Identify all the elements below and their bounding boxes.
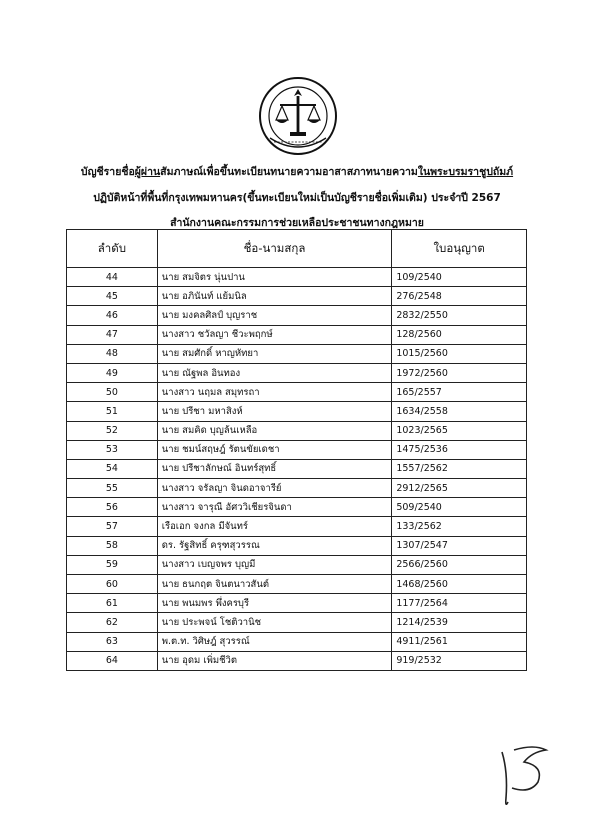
row-order-cell: 50 (67, 383, 158, 402)
table-row (67, 440, 527, 459)
document-title (0, 163, 594, 180)
row-name-cell: นางสาว จารุณี อัศววิเชียรจินดา (157, 498, 392, 517)
lawyers-council-seal-logo (258, 76, 338, 156)
row-order-cell: 44 (67, 268, 158, 287)
row-license-cell: 4911/2561 (392, 632, 527, 651)
row-name-cell: นาย สมศักดิ์ หาญหัทยา (157, 344, 392, 363)
row-license-cell: 1015/2560 (392, 344, 527, 363)
table-row (67, 651, 527, 670)
row-order-cell: 53 (67, 440, 158, 459)
row-name-cell: นาย พนมพร พึ่งครบุรี (157, 594, 392, 613)
table-row (67, 459, 527, 478)
table-header-row (67, 230, 527, 268)
row-order-cell: 51 (67, 402, 158, 421)
row-order-cell: 61 (67, 594, 158, 613)
table-row (67, 287, 527, 306)
column-header-name: ชื่อ-นามสกุล (157, 230, 392, 268)
table-row (67, 325, 527, 344)
row-order-cell: 63 (67, 632, 158, 651)
lawyer-roster-table (66, 229, 527, 671)
row-license-cell: 509/2540 (392, 498, 527, 517)
title-part-list-of-names: บัญชีรายชื่อ (80, 166, 135, 178)
row-license-cell: 1634/2558 (392, 402, 527, 421)
row-name-cell: นาย ปรีชาลักษณ์ อินทร์สุทธิ์ (157, 459, 392, 478)
table-row (67, 306, 527, 325)
row-order-cell: 55 (67, 479, 158, 498)
row-license-cell: 919/2532 (392, 651, 527, 670)
row-order-cell: 46 (67, 306, 158, 325)
row-name-cell: นาย อุดม เพิ่มชีวิต (157, 651, 392, 670)
row-license-cell: 2912/2565 (392, 479, 527, 498)
column-header-license: ใบอนุญาต (392, 230, 527, 268)
table-row (67, 268, 527, 287)
table-row (67, 363, 527, 382)
row-license-cell: 1468/2560 (392, 575, 527, 594)
row-name-cell: นาย สมคิด บุญล้นเหลือ (157, 421, 392, 440)
row-name-cell: นาย ปรีชา มหาสิงห์ (157, 402, 392, 421)
row-name-cell: นาย ชมน์สฤษฎ์ รัตนขัยเดชา (157, 440, 392, 459)
title-part-passed: ผู้ผ่าน (134, 166, 161, 178)
table-row (67, 632, 527, 651)
table-row (67, 402, 527, 421)
pen-tick-mark (454, 193, 466, 201)
row-order-cell: 64 (67, 651, 158, 670)
row-license-cell: 1972/2560 (392, 363, 527, 382)
row-license-cell: 133/2562 (392, 517, 527, 536)
row-name-cell: นาย มงคลศิลป์ บุญราช (157, 306, 392, 325)
row-name-cell: นาย ณัฐพล อินทอง (157, 363, 392, 382)
row-license-cell: 2832/2550 (392, 306, 527, 325)
row-license-cell: 165/2557 (392, 383, 527, 402)
row-name-cell: นางสาว เบญจพร บุญมี (157, 555, 392, 574)
table-row (67, 575, 527, 594)
row-order-cell: 57 (67, 517, 158, 536)
row-license-cell: 1475/2536 (392, 440, 527, 459)
row-name-cell: นาย สมจิตร นุ่นปาน (157, 268, 392, 287)
row-license-cell: 276/2548 (392, 287, 527, 306)
row-order-cell: 47 (67, 325, 158, 344)
row-order-cell: 52 (67, 421, 158, 440)
row-order-cell: 49 (67, 363, 158, 382)
table-row (67, 498, 527, 517)
row-license-cell: 1023/2565 (392, 421, 527, 440)
row-name-cell: พ.ต.ท. วิศิษฎ์ สุวรรณ์ (157, 632, 392, 651)
row-order-cell: 56 (67, 498, 158, 517)
row-order-cell: 60 (67, 575, 158, 594)
row-name-cell: นางสาว ชวัลญา ชีวะพฤกษ์ (157, 325, 392, 344)
row-name-cell: นางสาว นฤมล สมุทรถา (157, 383, 392, 402)
row-license-cell: 1214/2539 (392, 613, 527, 632)
document-subtitle: ปฏิบัติหน้าที่พื้นที่กรุงเทพมหานคร(ขึ้นทะเบียนใหม่เป็นบัญชีรายชื่อเพิ่มเติม) ประจำปี 2567 (93, 192, 501, 204)
table-row (67, 421, 527, 440)
table-row (67, 383, 527, 402)
row-order-cell: 45 (67, 287, 158, 306)
table-row (67, 613, 527, 632)
row-name-cell: นาย ธนกฤต จินตนาวสันต์ (157, 575, 392, 594)
issuing-office: สำนักงานคณะกรรมการช่วยเหลือประชาชนทางกฎหมาย (170, 217, 424, 229)
title-part-interview: สัมภาษณ์เพื่อขึ้นทะเบียนทนายความอาสาสภาทนายความ (160, 166, 418, 178)
row-order-cell: 58 (67, 536, 158, 555)
handwritten-signature (494, 742, 558, 812)
row-license-cell: 2566/2560 (392, 555, 527, 574)
row-license-cell: 128/2560 (392, 325, 527, 344)
table-row (67, 594, 527, 613)
table-row (67, 555, 527, 574)
row-name-cell: นางสาว จรัลญา จินดอาจารีย์ (157, 479, 392, 498)
row-order-cell: 59 (67, 555, 158, 574)
row-name-cell: นาย อภินันท์ แย้มนิล (157, 287, 392, 306)
row-name-cell: เรือเอก จงกล มีจันทร์ (157, 517, 392, 536)
row-license-cell: 109/2540 (392, 268, 527, 287)
table-row (67, 536, 527, 555)
row-order-cell: 54 (67, 459, 158, 478)
row-order-cell: 48 (67, 344, 158, 363)
row-name-cell: นาย ประพจน์ โชติวานิช (157, 613, 392, 632)
title-part-royal-patronage: ในพระบรมราชูปถัมภ์ (417, 166, 514, 178)
row-license-cell: 1177/2564 (392, 594, 527, 613)
table-row (67, 479, 527, 498)
row-order-cell: 62 (67, 613, 158, 632)
row-name-cell: ดร. รัฐสิทธิ์ ครุฑสุวรรณ (157, 536, 392, 555)
row-license-cell: 1557/2562 (392, 459, 527, 478)
table-body (67, 268, 527, 671)
row-license-cell: 1307/2547 (392, 536, 527, 555)
table-row (67, 344, 527, 363)
column-header-order: ลำดับ (67, 230, 158, 268)
table-row (67, 517, 527, 536)
